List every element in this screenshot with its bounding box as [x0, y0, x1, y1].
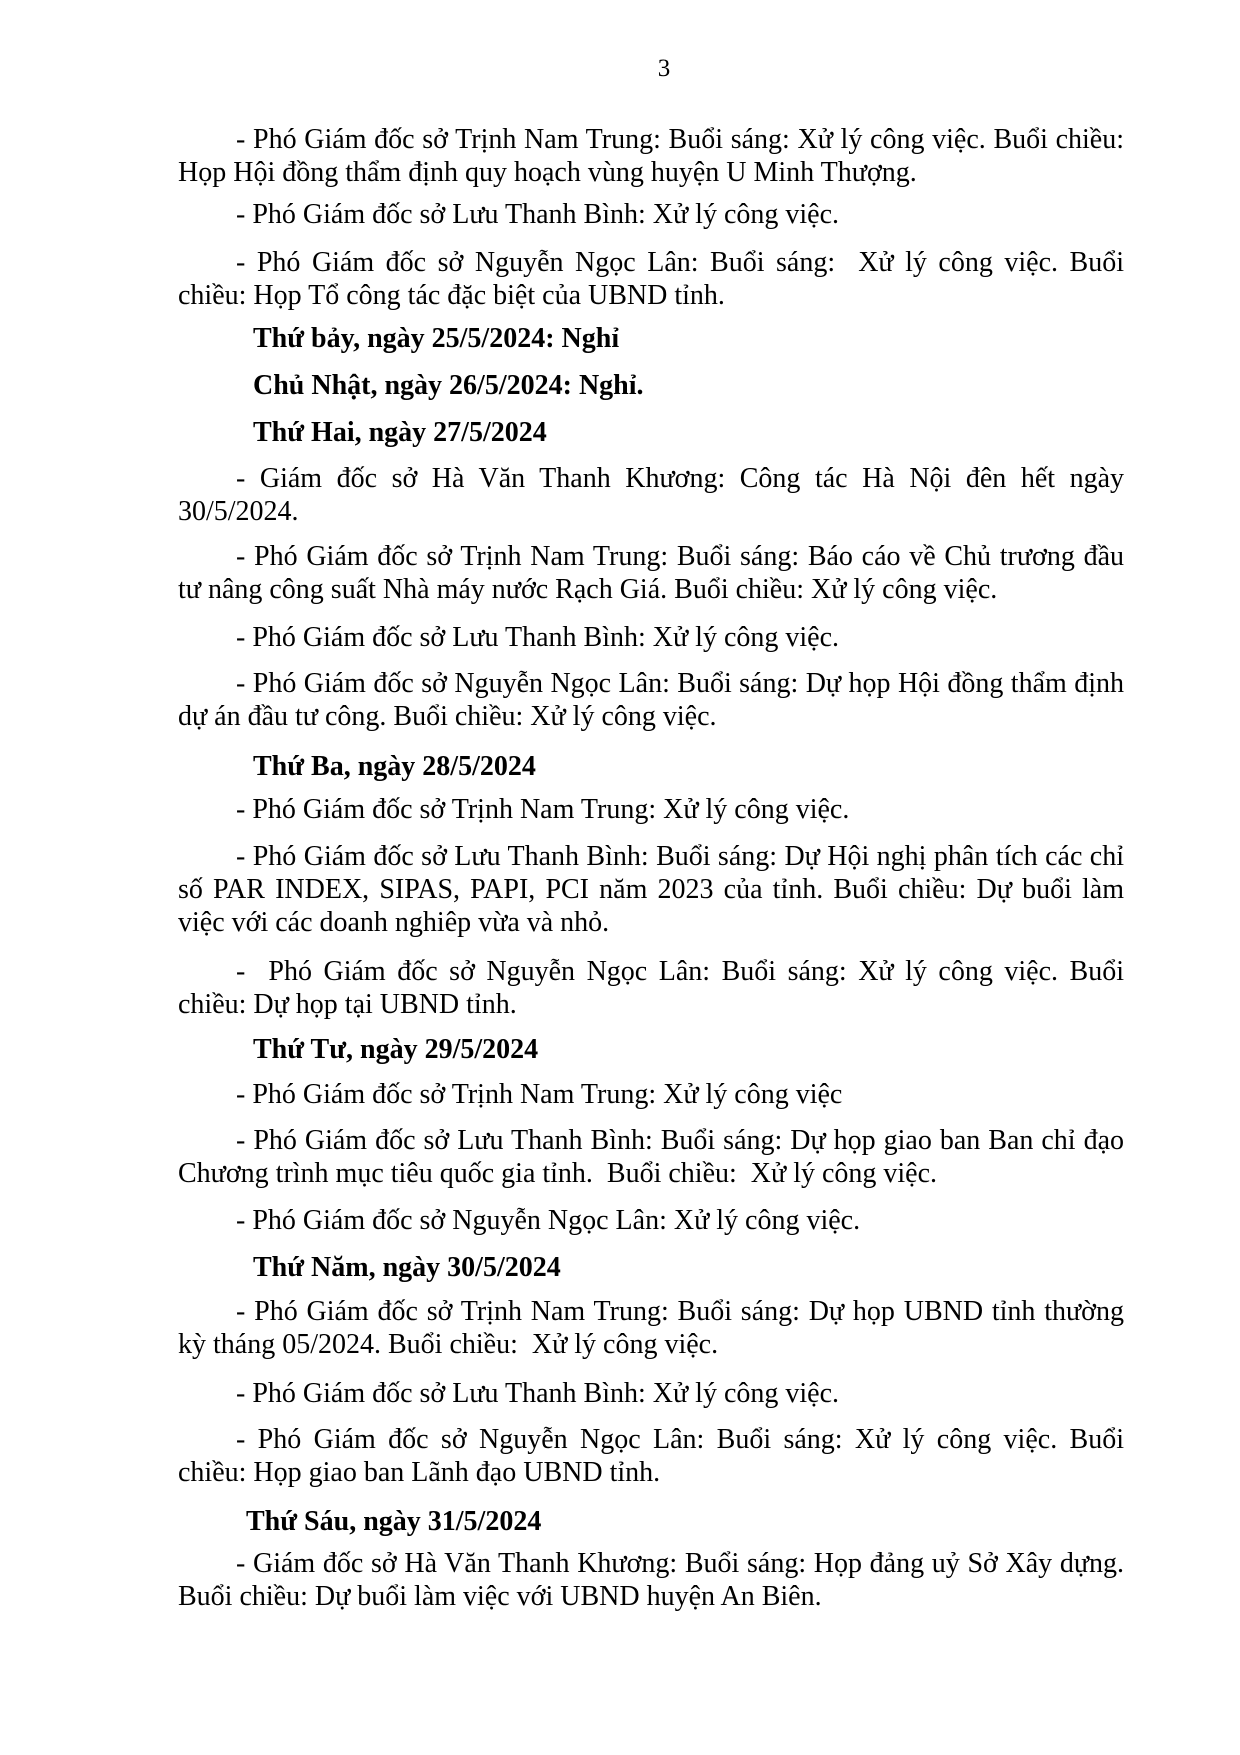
schedule-entry: - Phó Giám đốc sở Lưu Thanh Bình: Xử lý công việc. — [236, 622, 840, 653]
day-heading-thursday: Thứ Năm, ngày 30/5/2024 — [253, 1252, 561, 1283]
schedule-entry: - Phó Giám đốc sở Nguyễn Ngọc Lân: Buổi sáng: Xử lý công việc. Buổi chiều: Họp Tổ công tác đặc biệt của UBND tỉnh. — [178, 247, 1131, 311]
schedule-entry: - Phó Giám đốc sở Nguyễn Ngọc Lân: Buổi sáng: Xử lý công việc. Buổi chiều: Dự họp tại UBND tỉnh. — [178, 956, 1131, 1020]
day-heading-tuesday: Thứ Ba, ngày 28/5/2024 — [253, 751, 536, 782]
day-heading-sunday: Chủ Nhật, ngày 26/5/2024: Nghỉ. — [253, 370, 644, 401]
page-number: 3 — [657, 55, 671, 82]
schedule-entry: - Phó Giám đốc sở Nguyễn Ngọc Lân: Buổi sáng: Dự họp Hội đồng thẩm định dự án đầu tư công. Buổi chiều: Xử lý công việc. — [178, 668, 1131, 732]
schedule-entry: - Phó Giám đốc sở Nguyễn Ngọc Lân: Xử lý công việc. — [236, 1205, 861, 1236]
schedule-entry: - Phó Giám đốc sở Trịnh Nam Trung: Buổi sáng: Dự họp UBND tỉnh thường kỳ tháng 05/2024. Buổi chiều: Xử lý công việc. — [178, 1296, 1131, 1360]
schedule-entry: - Phó Giám đốc sở Nguyễn Ngọc Lân: Buổi sáng: Xử lý công việc. Buổi chiều: Họp giao ban Lãnh đạo UBND tỉnh. — [178, 1424, 1131, 1488]
schedule-entry: - Phó Giám đốc sở Lưu Thanh Bình: Buổi sáng: Dự họp giao ban Ban chỉ đạo Chương trình mục tiêu quốc gia tỉnh. Buổi chiều: Xử lý công việc. — [178, 1125, 1131, 1189]
schedule-entry: - Phó Giám đốc sở Trịnh Nam Trung: Xử lý công việc — [236, 1079, 843, 1110]
schedule-entry: - Phó Giám đốc sở Trịnh Nam Trung: Buổi sáng: Báo cáo về Chủ trương đầu tư nâng công suất Nhà máy nước Rạch Giá. Buổi chiều: Xử lý công việc. — [178, 541, 1131, 605]
schedule-entry: - Phó Giám đốc sở Trịnh Nam Trung: Xử lý công việc. — [236, 794, 850, 825]
schedule-entry: - Phó Giám đốc sở Trịnh Nam Trung: Buổi sáng: Xử lý công việc. Buổi chiều: Họp Hội đồng thẩm định quy hoạch vùng huyện U Minh Thượng. — [178, 124, 1131, 188]
schedule-entry: - Giám đốc sở Hà Văn Thanh Khương: Buổi sáng: Họp đảng uỷ Sở Xây dựng. Buổi chiều: Dự buổi làm việc với UBND huyện An Biên. — [178, 1548, 1131, 1612]
day-heading-wednesday: Thứ Tư, ngày 29/5/2024 — [253, 1034, 539, 1065]
day-heading-friday: Thứ Sáu, ngày 31/5/2024 — [246, 1506, 542, 1537]
schedule-entry: - Phó Giám đốc sở Lưu Thanh Bình: Xử lý công việc. — [236, 199, 840, 230]
schedule-entry: - Giám đốc sở Hà Văn Thanh Khương: Công tác Hà Nội đên hết ngày 30/5/2024. — [178, 463, 1131, 527]
schedule-entry: - Phó Giám đốc sở Lưu Thanh Bình: Xử lý công việc. — [236, 1378, 840, 1409]
schedule-entry: - Phó Giám đốc sở Lưu Thanh Bình: Buổi sáng: Dự Hội nghị phân tích các chỉ số PAR INDEX, SIPAS, PAPI, PCI năm 2023 của tỉnh. Buổi chiều: Dự buổi làm việc với các doanh nghiêp vừa và nhỏ. — [178, 841, 1131, 938]
day-heading-saturday: Thứ bảy, ngày 25/5/2024: Nghỉ — [253, 323, 620, 354]
day-heading-monday: Thứ Hai, ngày 27/5/2024 — [253, 417, 547, 448]
